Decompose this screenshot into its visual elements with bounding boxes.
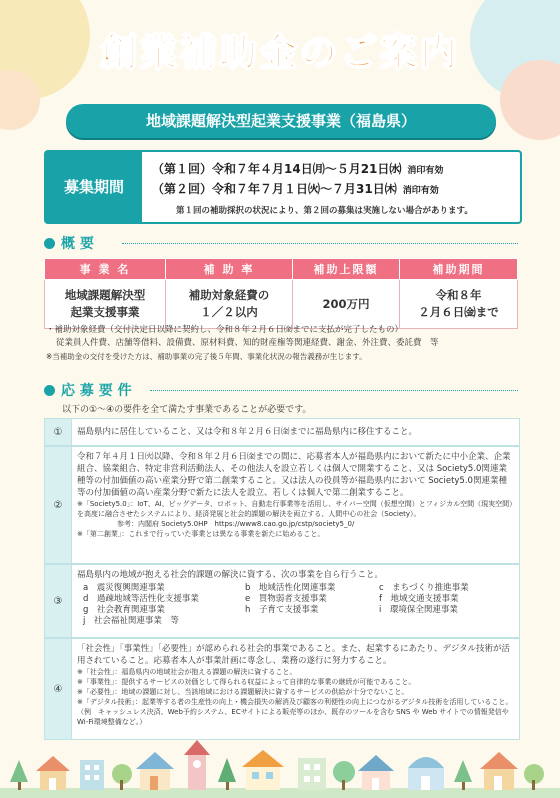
list-item: d 過疎地域等活性化支援事業 — [83, 594, 199, 604]
table-row — [45, 280, 518, 329]
list-item: i 環境保全関連事業 — [379, 605, 458, 615]
period-note: 第１回の補助採択の状況により、第２回の募集は実施しない場合があります。 — [176, 206, 473, 216]
social-note: ※「社会性」：福島県内の地域社会が抱える課題の解決に資すること。 — [77, 668, 297, 676]
second-startup-note: ※「第二創業」：これまで行っていた事業とは異なる事業を新たに始めること。 — [77, 530, 325, 538]
overview-notes — [46, 324, 526, 363]
requirement-text: 「社会性」「事業性」「必要性」が認められる社会的事業であること。また、起業するにあたり、デジタル技術が活用されていること。応募者本人が事業計画に専念し、業務の遂行に努力すること。 — [77, 644, 510, 666]
round-1 — [152, 160, 443, 177]
requirement-2 — [44, 446, 520, 564]
house-icon — [36, 756, 70, 790]
requirement-body — [77, 569, 513, 627]
column-header: 補助期間 — [400, 259, 518, 280]
requirement-text: 令和７年４月１日㈫以降、令和８年２月６日㈮までの間に、応募者本人が福島県内において新たに中小企業、企業組合、協業組合、特定非営利活動法人、その他法人を設立若しくは個人で開業すること、又は Society5.0関連業種等の付加価値の高い産業分野で第二創業すること。又は法人の役員等が福島県内において Society5.0関連業種等の付加価値の高い産業分野で新たに法人を設立、若しくは個人で第二創業すること。 — [77, 452, 511, 498]
requirement-number: ① — [45, 419, 72, 445]
necessity-note: ※「必要性」：地域の課題に対し、当該地域における課題解決に資するサービスの供給が十分でないこと。 — [77, 688, 409, 696]
society5-note: ※「Society5.0」：IoT、AI、ビッグデータ、ロボット、自動走行事業等を活用し、サイバー空間（仮想空間）とフィジカル空間（現実空間）を高度に融合させたシステムにより、経済発展と社会的課題の解決を両立する、人間中心の社会（Society）。 — [77, 500, 513, 518]
tree-icon — [10, 760, 28, 790]
list-item: f 地域交通支援事業 — [379, 594, 459, 604]
round-2 — [152, 180, 439, 197]
list-item: g 社会教育関連事業 — [83, 605, 165, 615]
overview-table — [44, 258, 518, 329]
requirement-body — [77, 643, 513, 727]
postmark-note: 消印有効 — [402, 186, 439, 196]
requirement-1 — [44, 418, 520, 446]
table-cell: 地域課題解決型 起業支援事業 — [45, 280, 166, 329]
tree-icon — [333, 761, 355, 790]
requirement-number: ③ — [45, 565, 72, 637]
requirement-number: ④ — [45, 639, 72, 739]
round-2-dates: （第２回）令和７年７月１日㈫～７月31日㈭ — [152, 182, 397, 196]
requirement-number: ② — [45, 447, 72, 563]
house-icon — [358, 755, 394, 790]
requirement-3 — [44, 564, 520, 638]
period-label: 募集期間 — [46, 152, 142, 222]
house-icon — [136, 752, 174, 790]
application-period-box — [44, 150, 522, 224]
requirement-text: 福島県内の地域が抱える社会的課題の解決に資する、次の事業を自ら行うこと。 — [77, 570, 384, 580]
list-item: b 地域活性化関連事業 — [245, 583, 336, 593]
round-1-dates: （第１回）令和７年４月14日㈪～５月21日㈬ — [152, 162, 402, 176]
column-header: 補助上限額 — [293, 259, 400, 280]
tree-icon — [524, 764, 544, 790]
building-icon — [80, 760, 104, 790]
requirement-4 — [44, 638, 520, 740]
townscape-illustration — [0, 740, 560, 798]
expense-items: 従業員人件費、店舗等借料、設備費、原材料費、知的財産権等関連経費、謝金、外注費、委託費 等 — [56, 338, 439, 348]
divider — [150, 390, 518, 391]
column-header: 補 助 率 — [166, 259, 293, 280]
table-cell: 補助対象経費の １／２以内 — [166, 280, 293, 329]
building-icon — [298, 758, 326, 790]
table-header-row — [45, 259, 518, 280]
house-icon — [480, 752, 518, 790]
list-item: h 子育て支援事業 — [245, 605, 319, 615]
business-note: ※「事業性」：提供するサービスの対価として得られる収益によって自律的な事業の継続が可能であること。 — [77, 678, 416, 686]
overview-heading: 概 要 — [44, 233, 94, 253]
list-item: a 震災復興関連事業 — [83, 583, 165, 593]
tree-icon — [112, 764, 132, 790]
requirements-heading: 応 募 要 件 — [44, 380, 132, 400]
divider — [122, 243, 518, 244]
list-item: j 社会福祉関連事業 等 — [83, 616, 179, 626]
table-cell: 200万円 — [293, 280, 400, 329]
tree-icon — [454, 760, 472, 790]
dome-building-icon — [408, 757, 444, 790]
reporting-note: ※当補助金の交付を受けた方は、補助事業の完了後５年間、事業化状況の報告義務が生じます。 — [46, 352, 367, 361]
program-subtitle: 地域課題解決型起業支援事業（福島県） — [66, 104, 496, 138]
page-title: 創業補助金のご案内 — [100, 31, 460, 74]
reference-link[interactable]: 参考：内閣府 Society5.0HP https://www8.cao.go.jp/cstp/society5_0/ — [117, 520, 355, 528]
bullet-icon — [44, 385, 55, 396]
requirements-intro: 以下の①～④の要件を全て満たす事業であることが必要です。 — [62, 405, 312, 415]
postmark-note: 消印有効 — [407, 166, 444, 176]
column-header: 事 業 名 — [45, 259, 166, 280]
list-item: c まちづくり推進事業 — [379, 583, 469, 593]
table-cell: 令和８年 ２月６日㈮まで — [400, 280, 518, 329]
bullet-icon — [44, 238, 55, 249]
requirement-body — [77, 451, 513, 539]
eligible-expense-note: ・補助対象経費（交付決定日以降に契約し、令和８年２月６日㈮までに支払が完了したもの） — [46, 325, 404, 335]
tree-icon — [218, 758, 236, 790]
tower-icon — [184, 740, 210, 790]
requirement-text: 福島県内に居住していること、又は令和８年２月６日㈮までに福島県内に移住すること。 — [77, 427, 418, 437]
house-icon — [242, 750, 284, 790]
business-type-list — [83, 583, 513, 627]
list-item: e 買物弱者支援事業 — [245, 594, 327, 604]
digital-note: ※「デジタル技術」：起業等する者の生産性の向上・機会損失の解消及び顧客の利便性の向上につながるデジタル技術を活用していること。（例 キャッシュレス決済、Web予約システム、ECサイトによる販売等のほか、既存のツールを含む SNS や Web サイトでの情報発信や Wi-Fi環境整備など。） — [77, 698, 513, 726]
